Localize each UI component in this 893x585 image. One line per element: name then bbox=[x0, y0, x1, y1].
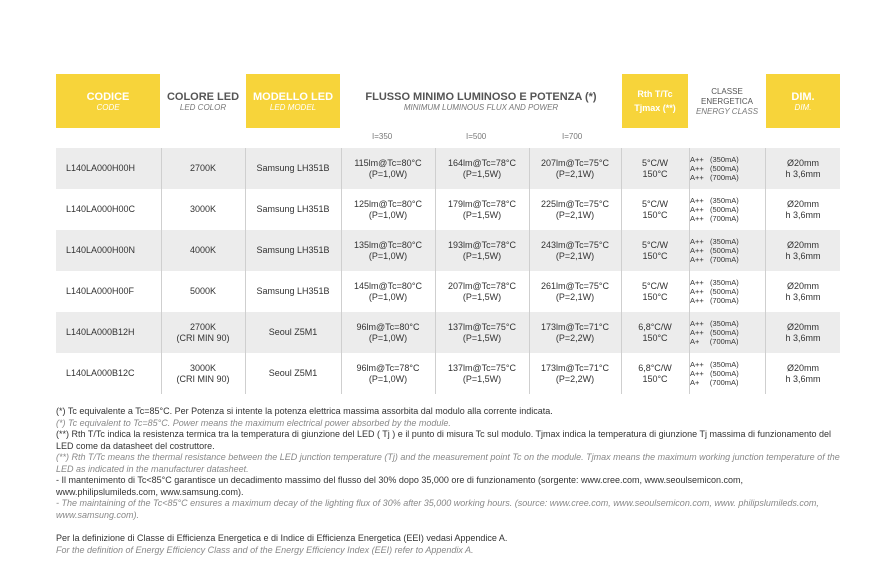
cell-rth bbox=[622, 271, 688, 312]
note-3-en: - The maintaining of the Tc<85°C ensures a maximum decay of the lighting flux of 30% after 35,000 working hours. (source: www.cree.com, www.seoulsemicon.com, www. philipslumileds.com, www.samsung.com). bbox=[56, 498, 819, 520]
header-classe-sub: ENERGY CLASS bbox=[695, 106, 759, 116]
note-1-en: (*) Tc equivalent to Tc=85°C. Power means the maximum electrical power absorbed by the module. bbox=[56, 417, 451, 428]
header-flusso-sub: MINIMUM LUMINOUS FLUX AND POWER bbox=[403, 102, 559, 112]
cell-color-text: (CRI MIN 90) bbox=[176, 373, 230, 384]
table-row bbox=[56, 189, 840, 230]
cell-flux-500-text: (P=1,5W) bbox=[462, 291, 502, 302]
cell-model bbox=[246, 189, 340, 230]
cell-flux-350-text: 96lm@Tc=78°C bbox=[356, 362, 420, 373]
header-dim bbox=[766, 74, 840, 128]
cell-code-text: L140LA000B12H bbox=[66, 327, 135, 337]
cell-energy-class-text: A++ (350mA) bbox=[690, 319, 739, 328]
cell-code bbox=[56, 353, 170, 394]
note-1: (*) Tc equivalente a Tc=85°C. Per Potenza si intente la potenza elettrica massima assorbita dal modulo alla corrente indicata. bbox=[56, 406, 553, 416]
header-codice bbox=[56, 74, 160, 128]
cell-flux-700-text: (P=2,2W) bbox=[555, 332, 595, 343]
cell-energy-class-text: A++ (350mA) bbox=[690, 196, 739, 205]
cell-rth-text: 5°C/W bbox=[641, 157, 669, 168]
cell-energy-class-text: A++ (350mA) bbox=[690, 237, 739, 246]
cell-rth bbox=[622, 230, 688, 271]
cell-energy-class-text: A++ (500mA) bbox=[690, 287, 739, 296]
cell-rth-text: 5°C/W bbox=[641, 280, 669, 291]
header-colore-title: COLORE LED bbox=[166, 90, 240, 103]
cell-flux-700 bbox=[530, 148, 620, 189]
cell-color bbox=[162, 271, 244, 312]
cell-flux-500-text: (P=1,5W) bbox=[462, 332, 502, 343]
header-colore bbox=[162, 74, 244, 128]
cell-dim bbox=[766, 312, 840, 353]
cell-energy-class-text: A++ (700mA) bbox=[690, 296, 739, 305]
cell-flux-350 bbox=[342, 312, 434, 353]
cell-flux-350 bbox=[342, 189, 434, 230]
cell-model-text: Samsung LH351B bbox=[256, 245, 330, 255]
cell-color bbox=[162, 189, 244, 230]
cell-code bbox=[56, 271, 170, 312]
cell-energy-class bbox=[690, 230, 764, 271]
cell-code-text: L140LA000H00F bbox=[66, 286, 135, 296]
cell-flux-500 bbox=[436, 148, 528, 189]
cell-flux-700-text: (P=2,2W) bbox=[555, 373, 595, 384]
header-modello bbox=[246, 74, 340, 128]
cell-model-text: Seoul Z5M1 bbox=[268, 327, 318, 337]
cell-color-text: 2700K bbox=[189, 321, 217, 332]
cell-flux-350-text: 115lm@Tc=80°C bbox=[354, 157, 422, 168]
cell-rth-text: 150°C bbox=[642, 209, 668, 220]
cell-code bbox=[56, 230, 170, 271]
cell-flux-500-text: 193lm@Tc=78°C bbox=[447, 239, 516, 250]
cell-energy-class bbox=[690, 312, 764, 353]
cell-flux-700 bbox=[530, 271, 620, 312]
cell-flux-350-text: (P=1,0W) bbox=[368, 332, 408, 343]
cell-flux-350-text: (P=1,0W) bbox=[368, 209, 408, 220]
cell-dim bbox=[766, 189, 840, 230]
cell-flux-350-text: (P=1,0W) bbox=[368, 291, 408, 302]
cell-energy-class-text: A++ (350mA) bbox=[690, 155, 739, 164]
header-rth bbox=[622, 74, 688, 128]
cell-dim bbox=[766, 271, 840, 312]
cell-color-text: 2700K bbox=[189, 163, 217, 173]
cell-flux-700-text: 261lm@Tc=75°C bbox=[540, 280, 609, 291]
header-rth-title: Rth T/Tc bbox=[637, 89, 673, 99]
cell-flux-500-text: 137lm@Tc=75°C bbox=[447, 321, 516, 332]
cell-code-text: L140LA000H00N bbox=[66, 245, 136, 255]
header-dim-sub: DIM. bbox=[794, 102, 812, 112]
cell-energy-class-text: A++ (500mA) bbox=[690, 246, 739, 255]
header-dim-title: DIM. bbox=[791, 90, 815, 103]
cell-flux-500-text: 164lm@Tc=78°C bbox=[447, 157, 516, 168]
cell-rth bbox=[622, 189, 688, 230]
cell-rth-text: 150°C bbox=[642, 291, 668, 302]
note-4: Per la definizione di Classe di Efficienza Energetica e di Indice di Efficienza Energetica (EEI) vedasi Appendice A. bbox=[56, 533, 508, 543]
cell-dim-text: Ø20mm bbox=[786, 239, 819, 250]
cell-dim-text: h 3,6mm bbox=[785, 332, 821, 343]
cell-dim bbox=[766, 353, 840, 394]
cell-dim-text: Ø20mm bbox=[786, 321, 819, 332]
cell-flux-350-text: 125lm@Tc=80°C bbox=[353, 198, 422, 209]
cell-flux-350 bbox=[342, 148, 434, 189]
cell-flux-700-text: (P=2,1W) bbox=[555, 209, 595, 220]
cell-code bbox=[56, 312, 170, 353]
cell-model bbox=[246, 230, 340, 271]
cell-energy-class bbox=[690, 271, 764, 312]
cell-energy-class bbox=[690, 353, 764, 394]
cell-dim-text: h 3,6mm bbox=[785, 250, 821, 261]
cell-rth bbox=[622, 353, 688, 394]
cell-code-text: L140LA000H00C bbox=[66, 204, 136, 214]
cell-rth-text: 6,8°C/W bbox=[638, 362, 672, 373]
cell-model bbox=[246, 148, 340, 189]
cell-color bbox=[162, 312, 244, 353]
cell-dim bbox=[766, 148, 840, 189]
cell-rth-text: 5°C/W bbox=[641, 239, 669, 250]
cell-energy-class-text: A++ (700mA) bbox=[690, 214, 739, 223]
header-flusso-title: FLUSSO MINIMO LUMINOSO E POTENZA (*) bbox=[365, 90, 597, 103]
cell-color-text: 4000K bbox=[189, 245, 217, 255]
table-row bbox=[56, 271, 840, 312]
cell-energy-class bbox=[690, 148, 764, 189]
cell-flux-500 bbox=[436, 230, 528, 271]
cell-flux-700 bbox=[530, 230, 620, 271]
cell-flux-500 bbox=[436, 312, 528, 353]
cell-dim bbox=[766, 230, 840, 271]
cell-flux-700-text: (P=2,1W) bbox=[555, 168, 595, 179]
cell-flux-350 bbox=[342, 271, 434, 312]
cell-energy-class-text: A+ (700mA) bbox=[690, 337, 739, 346]
table-row bbox=[56, 230, 840, 271]
cell-model-text: Seoul Z5M1 bbox=[268, 368, 318, 378]
cell-flux-350-text: (P=1,0W) bbox=[368, 250, 408, 261]
cell-model-text: Samsung LH351B bbox=[256, 286, 330, 296]
cell-model bbox=[246, 271, 340, 312]
cell-color-text: 3000K bbox=[189, 362, 217, 373]
table-row bbox=[56, 312, 840, 353]
cell-code bbox=[56, 189, 170, 230]
header-codice-title: CODICE bbox=[86, 90, 130, 103]
current-500: I=500 bbox=[466, 132, 487, 141]
cell-energy-class-text: A++ (700mA) bbox=[690, 173, 739, 182]
cell-dim-text: h 3,6mm bbox=[785, 168, 821, 179]
cell-code-text: L140LA000H00H bbox=[66, 163, 136, 173]
table-row bbox=[56, 148, 840, 189]
cell-color bbox=[162, 230, 244, 271]
cell-model bbox=[246, 312, 340, 353]
note-4-en: For the definition of Energy Efficiency Class and of the Energy Efficiency Index (EEI) refer to Appendix A. bbox=[56, 544, 474, 555]
cell-rth-text: 150°C bbox=[642, 373, 668, 384]
cell-flux-500-text: (P=1,5W) bbox=[462, 373, 502, 384]
cell-flux-700-text: (P=2,1W) bbox=[555, 250, 595, 261]
footnotes bbox=[56, 406, 846, 556]
cell-model-text: Samsung LH351B bbox=[256, 204, 330, 214]
cell-flux-700 bbox=[530, 312, 620, 353]
cell-rth bbox=[622, 148, 688, 189]
header-classe bbox=[690, 74, 764, 128]
header-rth-sub: Tjmax (**) bbox=[634, 103, 676, 113]
header-modello-title: MODELLO LED bbox=[252, 90, 334, 103]
cell-rth-text: 150°C bbox=[642, 168, 668, 179]
cell-flux-500 bbox=[436, 271, 528, 312]
cell-flux-700-text: (P=2,1W) bbox=[555, 291, 595, 302]
note-2: (**) Rth T/Tc indica la resistenza termica tra la temperatura di giunzione del LED ( Tj ) e il punto di misura Tc sul modulo. Tjmax indica la temperatura di giunzione Tj massima di funzionamento del LED come da datasheet del costruttore. bbox=[56, 429, 832, 451]
cell-code-text: L140LA000B12C bbox=[66, 368, 135, 378]
cell-dim-text: Ø20mm bbox=[786, 280, 819, 291]
cell-dim-text: Ø20mm bbox=[786, 157, 819, 168]
cell-flux-500 bbox=[436, 189, 528, 230]
cell-energy-class-text: A++ (700mA) bbox=[690, 255, 739, 264]
header-classe-title: CLASSE ENERGETICA bbox=[700, 86, 753, 106]
cell-rth-text: 6,8°C/W bbox=[638, 321, 672, 332]
cell-rth-text: 5°C/W bbox=[641, 198, 669, 209]
cell-energy-class-text: A++ (350mA) bbox=[690, 278, 739, 287]
current-700: I=700 bbox=[562, 132, 583, 141]
cell-dim-text: Ø20mm bbox=[786, 198, 819, 209]
cell-flux-500-text: 179lm@Tc=78°C bbox=[447, 198, 516, 209]
header-codice-sub: CODE bbox=[96, 102, 120, 112]
cell-rth-text: 150°C bbox=[642, 332, 668, 343]
cell-color bbox=[162, 148, 244, 189]
cell-dim-text: h 3,6mm bbox=[785, 209, 821, 220]
cell-dim-text: Ø20mm bbox=[786, 362, 819, 373]
cell-flux-350-text: (P=1,0W) bbox=[368, 373, 408, 384]
cell-flux-500-text: 207lm@Tc=78°C bbox=[447, 280, 516, 291]
cell-flux-500 bbox=[436, 353, 528, 394]
cell-flux-700-text: 225lm@Tc=75°C bbox=[540, 198, 609, 209]
cell-energy-class-text: A++ (500mA) bbox=[690, 328, 739, 337]
cell-flux-500-text: (P=1,5W) bbox=[462, 250, 502, 261]
header-modello-sub: LED MODEL bbox=[269, 102, 317, 112]
header-colore-sub: LED COLOR bbox=[179, 102, 227, 112]
cell-flux-350 bbox=[342, 230, 434, 271]
current-350: I=350 bbox=[372, 132, 393, 141]
cell-flux-500-text: (P=1,5W) bbox=[462, 209, 502, 220]
cell-flux-350-text: (P=1,0W) bbox=[368, 168, 408, 179]
cell-model bbox=[246, 353, 340, 394]
cell-flux-700-text: 243lm@Tc=75°C bbox=[540, 239, 609, 250]
cell-energy-class-text: A+ (700mA) bbox=[690, 378, 739, 387]
cell-flux-350-text: 135lm@Tc=80°C bbox=[353, 239, 422, 250]
cell-flux-350-text: 145lm@Tc=80°C bbox=[353, 280, 422, 291]
cell-dim-text: h 3,6mm bbox=[785, 373, 821, 384]
cell-flux-350 bbox=[342, 353, 434, 394]
cell-energy-class-text: A++ (500mA) bbox=[690, 369, 739, 378]
cell-flux-500-text: 137lm@Tc=75°C bbox=[447, 362, 516, 373]
cell-energy-class-text: A++ (350mA) bbox=[690, 360, 739, 369]
cell-flux-700-text: 173lm@Tc=71°C bbox=[540, 362, 609, 373]
cell-color-text: (CRI MIN 90) bbox=[176, 332, 230, 343]
cell-energy-class-text: A++ (500mA) bbox=[690, 164, 739, 173]
cell-flux-500-text: (P=1,5W) bbox=[462, 168, 502, 179]
header-flusso bbox=[342, 74, 620, 128]
cell-color-text: 3000K bbox=[189, 204, 217, 214]
cell-color bbox=[162, 353, 244, 394]
cell-rth bbox=[622, 312, 688, 353]
cell-energy-class bbox=[690, 189, 764, 230]
cell-energy-class-text: A++ (500mA) bbox=[690, 205, 739, 214]
cell-color-text: 5000K bbox=[189, 286, 217, 296]
cell-model-text: Samsung LH351B bbox=[256, 163, 330, 173]
table-row bbox=[56, 353, 840, 394]
cell-flux-700-text: 173lm@Tc=71°C bbox=[540, 321, 609, 332]
cell-flux-350-text: 96lm@Tc=80°C bbox=[356, 321, 420, 332]
cell-flux-700 bbox=[530, 353, 620, 394]
cell-flux-700-text: 207lm@Tc=75°C bbox=[540, 157, 609, 168]
cell-code bbox=[56, 148, 170, 189]
cell-dim-text: h 3,6mm bbox=[785, 291, 821, 302]
cell-flux-700 bbox=[530, 189, 620, 230]
note-2-en: (**) Rth T/Tc means the thermal resistance between the LED junction temperature (Tj) and the measurement point Tc on the module. Tjmax means the maximum working junction temperature of the LED as indicated in the manufacturer datasheet. bbox=[56, 452, 840, 474]
cell-rth-text: 150°C bbox=[642, 250, 668, 261]
note-3: - Il mantenimento di Tc<85°C garantisce un decadimento massimo del flusso del 30% dopo 35,000 ore di funzionamento (sorgente: www.cree.com, www.seoulsemicon.com, www.philipslumileds.com, www.samsung.com). bbox=[56, 475, 744, 497]
